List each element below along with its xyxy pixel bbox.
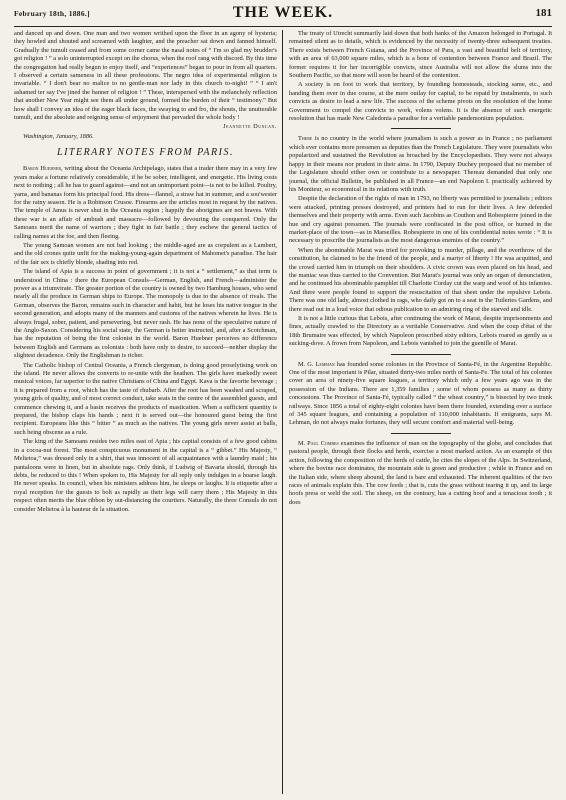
article-paragraph: When the abominable Marat was tried for provoking to murder, pillage, and the overthrow of the constitution, he claimed to be the friend of the people, and a martyr of liberty ! He was acquitted, and the crowd carried him in triumph on their shoulders. A civic crown was even placed on his head, and the maniac was thus carried to the Convention. But Marat's journal was only an organ of denunciation, and he continued his abominable pamphlet till Charlotte Corday cut the warp and woof of his infamies. And there were people found to support the resuscitation of that sheet under the repulsive Lebois. There was one old lady, almost clothed in rags, who daily got on to a seat in the Tuileries Gardens, and there read out in a loud voice that odious publication to an admiring ring of the starved and idle. [289,246,552,313]
article-paragraph: The treaty of Utrecht summarily laid down that both banks of the Amazon belonged to Portugal. It remained silent as to details, which is evidenced by the necessity of twenty-three subsequent treaties. There exists between French Guiana, and the Province of Para, a vast and beautiful belt of territory, with an area of 63,000 square miles, which is a bone of contention between France and Brazil. The former requires it for her incorrigible convicts, since Australia will not allow the slums into the Southern Pacific, so that more will soon be heard of the contention. [289,30,552,80]
section-divider [391,433,451,434]
page-number: 181 [535,7,552,19]
lead-name: M. Paul Combes [298,439,339,447]
column-divider [282,30,283,794]
article-paragraph: The Catholic bishop of Central Oceania, a French clergyman, is doing good proselytising work on the island. He never allows the converts to re-unite with the heathen. The girls have markedly sweet musical voices, far superior to the native Christians of China and Egypt. Kava is the favorite beverage ; it is prepared from a root, which has the taste of rhubarb. After the root has been washed and scraped, young girls of quality, and of most correct conduct, take seats in the centre of the assembled guests, and commence chewing it, and a basin receives the products of mastication. When a sufficient quantity is prepared, the bishop claps his hands ; next it is served out—the honoured guest being the first recipient. Europeans like this “ bitter ” as much as the natives. The young girls never assist at balls, such being obscene as a rule. [14,361,277,436]
section-heading: LITERARY NOTES FROM PARIS. [57,147,234,159]
article-paragraph: M. Paul Combes examines the influence of man on the topography of the globe, and concludes that pastoral people, through their flocks and herds, exercise a most marked action. As an example of this action, following the composition of the herds of cattle, he cites the slopes of the Alps. In Switzerland, where the bovine race dominates, the mountain side is green and productive ; while in France and on the Italian side, where sheep abound, the land is bare and exhausted. The inherent qualities of the two races of animals explain this. The cow feeds ; that is, cuts the grass without tearing it up, and its large hoofs press or weld the soil. The sheep, on the contrary, has a cutting hoof and a tenacious tooth ; it does [289,439,552,506]
lead-name: M. G. Lemman [298,360,335,368]
article-paragraph: It is not a little curious that Lebois, after continuing the work of Marat, despite imprisonments and fines, actually crawled to the Directory as a veritable Conservative. And when the coup d'état of the 18th Brumaire was effected, by which Napoleon proscribed sixty editors, Lebois roared as gently as a sucking-dove. A frown from Napoleon, and Lebois vanished to join the guenille of Marat. [289,315,552,348]
article-paragraph: There is no country in the world where journalism is such a power as in France ; no parliament which ever contains more pressmen as deputies than the French Legislature. They were journalists who popularized and sustained the Revolution as broached by the Encyclopædists. They were not always happy in their means nor prudent in their aims. In 1790, Deputy Duchey proposed that no member of the Legislature should either own or contribute to a newspaper. Thereau demanded that only one journal, the official Bulletin, be published in all France—an end Napoleon I. practically achieved by his Moniteur, so economical in its relations with truth. [289,135,552,193]
article-paragraph: The young Samoan women are not bad looking ; the middle-aged are as corpulent as a Lambert, and the old crones quite unfit for the making-young-again department of Mahomet's paradise. The hair of the fair sex is chiefly blonde, shading into red. [14,241,277,266]
section-divider [391,354,451,355]
article-paragraph: A society is on foot to work that territory, by founding homesteads, stocking same, etc., and handing them over in due course, at the mere outlay for capital, to be repaid by instalments, to such convicts as desire to lead a new life. The success of the scheme pivots on the resolution of the home Government to compel the convicts to work, volens volens. It is the absence of such energetic resolution that has made New Caledonia a paradise for a veritable pandemonium population. [289,81,552,123]
right-column [289,30,552,796]
article-paragraph: The island of Apia is a success in point of government ; it is not a “ settlement,” as that term is understood in China : there the European Consuls—German, English, and French—administer the power as a triumvirate. The greater portion of the country is owned by two Hamburg houses, who send nearly all the produce in German ships to Europe. The monopoly is due to the absence of rivals. The German, observes the Baron, remains such in character and habit, but he loses his native tongue in the second generation, and adopts many of the manners and customs of the natives wherein he lives. He is always frugal, sober, patient, and persevering, but never rash. He has none of the speculative nature of the Anglo-Saxon. Considering his social state, the German is better instructed, and, after a Scotchman, has the reputation of being the first colonist in the world. Baron Huebner perceives no difference between English and Germans as colonists : both have only to desire, to succeed—neither display the slightest decadence. Only the Englishman is richer. [14,268,277,360]
article-paragraph: The king of the Samoans resides two miles east of Apia ; his capital consists of a few good cabins in a cocoa-nut forest. The most conspicuous monument in the capital is a “ gibbet.” His Majesty, “ Melietoa,” was dressed only in a shirt, that was innocent of all acquaintance with a laundry maid ; his pantaloons were in linen, but in absolute rags. Only think, if Ludwig of Bavaria should, through his debts, be reduced to this ! When spoken to, His Majesty for all reply only indulges in a hoarse laugh. He never speaks. In council, when his ministers address him, he sleeps or laughs. It is etiquette after a royal reception for the guests to bolt as rapidly as their legs will carry them ; His Majesty in this respect often merits the blue ribbon by out-distancing the courtiers. Naturally, the three Consuls do not consider Melietoa à la hauteur de la situation. [14,438,277,513]
lead-name: Baron Huebner [23,165,61,173]
issue-date: February 18th, 1886.] [14,9,90,18]
article-paragraph: M. G. Lemman has founded some colonies in the Province of Santa-Fé, in the Argentine Republic. One of the most important is Pilar, situated thirty-two miles north of Santa-Fe. The total of his colonies cover an area of ninety-five square leagues, a territory which only a few years ago was in the possession of the Indians. There are 1,359 families ; some of whom possess as many as thirty concessions. The Province of Santa-Fé, typically called “ the wheat country,” is bisected by two trunk railways. Since 1856 a total of eighty-eight colonies have been there founded, extending over a surface of 345 square leagues, and containing a population of 110,000 inhabitants. If emigrants, says M. Lehman, do not always make fortunes, they will secure comfort and material well-being. [289,360,552,427]
article-paragraph: Despite the declaration of the rights of man in 1793, no liberty was permitted to journalists ; editors were attacked, printing presses destroyed, and printers had to run for their lives. A few defended themselves and their property with arms. Even such Jacobins as Couthon and Robespierre joined in the hue and cry against pressmen. The journals were confiscated in the post office, or burned in the market-place of the town—as in Marseilles. Robespierre in one of his confidential notes wrote : “ It is necessary to proscribe the journalists as the most dangerous enemies of the country.” [289,195,552,245]
dateline: Washington, January, 1886. [23,132,94,140]
author-signature: Jeannette Duncan. [223,123,277,131]
signature-line [14,123,277,131]
article-paragraph: and danced up and down. One man and two women writhed upon the floor in an agony of hysteria; they howled and shouted and screamed with laughter, and the preacher sat down and fanned himself. Gradually the tumult ceased and from some corner came the nasal notes of “ I'm so glad my brudder's got religion ! ” a solo uninterrupted except on the chorus, when the roof rang with discord. By this time the congregation had really begun to enjoy itself, and “experiences” began to pour in from all quarters. I observed a certain sameness in all these professions. The negro idea of experimental religion is invariable. “ I don't bear no malice to no gentle-man nor lady in this church to-night! ” “ I ain't ashamed ter say I've jined the banner of religion ! ” These, interspersed with the melancholy reflection that another New Year might see them all under ground, formed the burden of their “ testimony.” But how shall I convey an idea of the eager black faces, the swaying to and fro, the shouts, the unutterable tumult, and the absolute and reigning sense of enjoyment that pervaded the whole body ! [14,30,277,122]
left-column [14,30,277,796]
lead-word: There [298,135,313,143]
masthead-title: THE WEEK. [232,4,334,21]
page-header [14,4,552,27]
section-divider [391,128,451,129]
article-paragraph: Baron Huebner, writing about the Oceania Archipelago, states that a trader there may in a very few years make a fortune relatively considerable, if he be sober, intelligent, and energetic. His living costs next to nothing ; all he has to guard against—and not an unimportant point—is not to be killed. Poultry, yams, and bananas form his principal food. His dress—flannel, a straw hat in summer, and a sou'wester for the rainy season. He is a Robinson Crusoe. Firearms are the articles most in request by the natives. The temple of Janus is never shut in the Oceania region ; happily the aborigines are not braves. With these war is an affair of ambush and massacre—followed by devouring the conquered. Only the Samoans merit the name of warriors ; they fight in fair battle ; they eschew the general tactics of calling names at the foe, and then fleeing. [14,165,277,240]
